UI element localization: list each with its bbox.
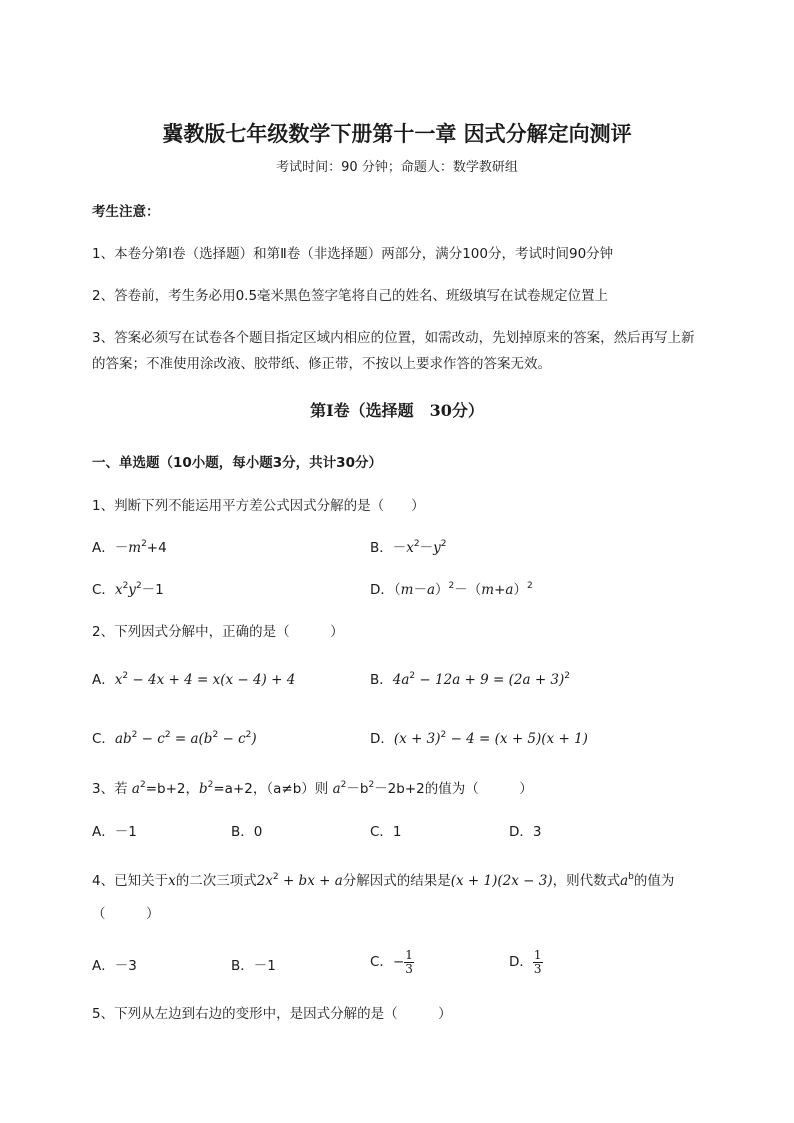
question-4-option-b[interactable]: B．－1 <box>231 958 276 974</box>
question-1-stem: 1、判断下列不能运用平方差公式因式分解的是（ ） <box>92 498 425 514</box>
question-3-option-a[interactable]: A．－1 <box>92 824 137 840</box>
question-3-option-c[interactable]: C．1 <box>370 824 402 840</box>
question-3-option-d[interactable]: D．3 <box>509 824 542 840</box>
exam-info: 考试时间：90 分钟；命题人：数学教研组 <box>276 160 518 175</box>
question-2-option-a[interactable]: A．$x^2 - 4x + 4 = x(x - 4) + 4$ <box>92 671 296 688</box>
fraction: $\frac{1}{3}$ <box>533 947 542 976</box>
notice-item-1: 1、本卷分第Ⅰ卷（选择题）和第Ⅱ卷（非选择题）两部分，满分100分，考试时间90分钟 <box>92 246 614 262</box>
question-4-option-c[interactable]: C．− $\frac{1}{3}$ <box>370 947 413 976</box>
question-3-stem: 3、若 $a^2=b+2$，$b^2=a+2$，（a≠b）则 $a^2-b^2-2b+2$的值为（ ） <box>92 780 533 797</box>
question-1-option-b[interactable]: B．$-x^2-y^2$ <box>370 539 447 556</box>
question-3-option-b[interactable]: B．0 <box>231 824 263 840</box>
question-4-stem: 4、已知关于x的二次三项式$2x^2$ + bx + a分解因式的结果是(x + 1)(2x − 3)，则代数式$a^b$的值为 <box>92 872 675 889</box>
notice-item-3-cont: 的答案；不准使用涂改液、胶带纸、修正带，不按以上要求作答的答案无效。 <box>92 356 551 372</box>
question-1-option-c[interactable]: C．$x^2y^2-1$ <box>92 581 164 598</box>
notice-heading: 考生注意： <box>92 204 160 220</box>
page-title: 冀教版七年级数学下册第十一章 因式分解定向测评 <box>162 121 632 146</box>
notice-item-3: 3、答案必须写在试卷各个题目指定区域内相应的位置，如需改动，先划掉原来的答案，然后再写上新 <box>92 330 695 346</box>
notice-item-2: 2、答卷前，考生务必用0.5毫米黑色签字笔将自己的姓名、班级填写在试卷规定位置上 <box>92 288 609 304</box>
section-title: 第Ⅰ卷（选择题 30分） <box>310 401 484 420</box>
question-4-option-d[interactable]: D． $\frac{1}{3}$ <box>509 947 542 976</box>
fraction: $\frac{1}{3}$ <box>405 947 413 976</box>
question-1-option-a[interactable]: A．$-m^2+4$ <box>92 539 167 556</box>
question-2-stem: 2、下列因式分解中，正确的是（ ） <box>92 624 344 640</box>
question-4-option-a[interactable]: A．－3 <box>92 958 137 974</box>
question-1-option-d[interactable]: D．$(m-a)^2-(m+a)^2$ <box>370 581 533 598</box>
question-5-stem: 5、下列从左边到右边的变形中，是因式分解的是（ ） <box>92 1006 452 1022</box>
part-heading: 一、单选题（10小题，每小题3分，共计30分） <box>92 455 382 471</box>
question-2-option-d[interactable]: D．$(x + 3)^2 - 4 = (x + 5)(x + 1)$ <box>370 730 588 747</box>
question-2-option-b[interactable]: B．$4a^2 - 12a + 9 = (2a + 3)^2$ <box>370 671 571 688</box>
question-2-option-c[interactable]: C．$ab^2 - c^2 = a(b^2 - c^2)$ <box>92 730 257 747</box>
question-4-stem-blank: （ ） <box>92 906 160 922</box>
